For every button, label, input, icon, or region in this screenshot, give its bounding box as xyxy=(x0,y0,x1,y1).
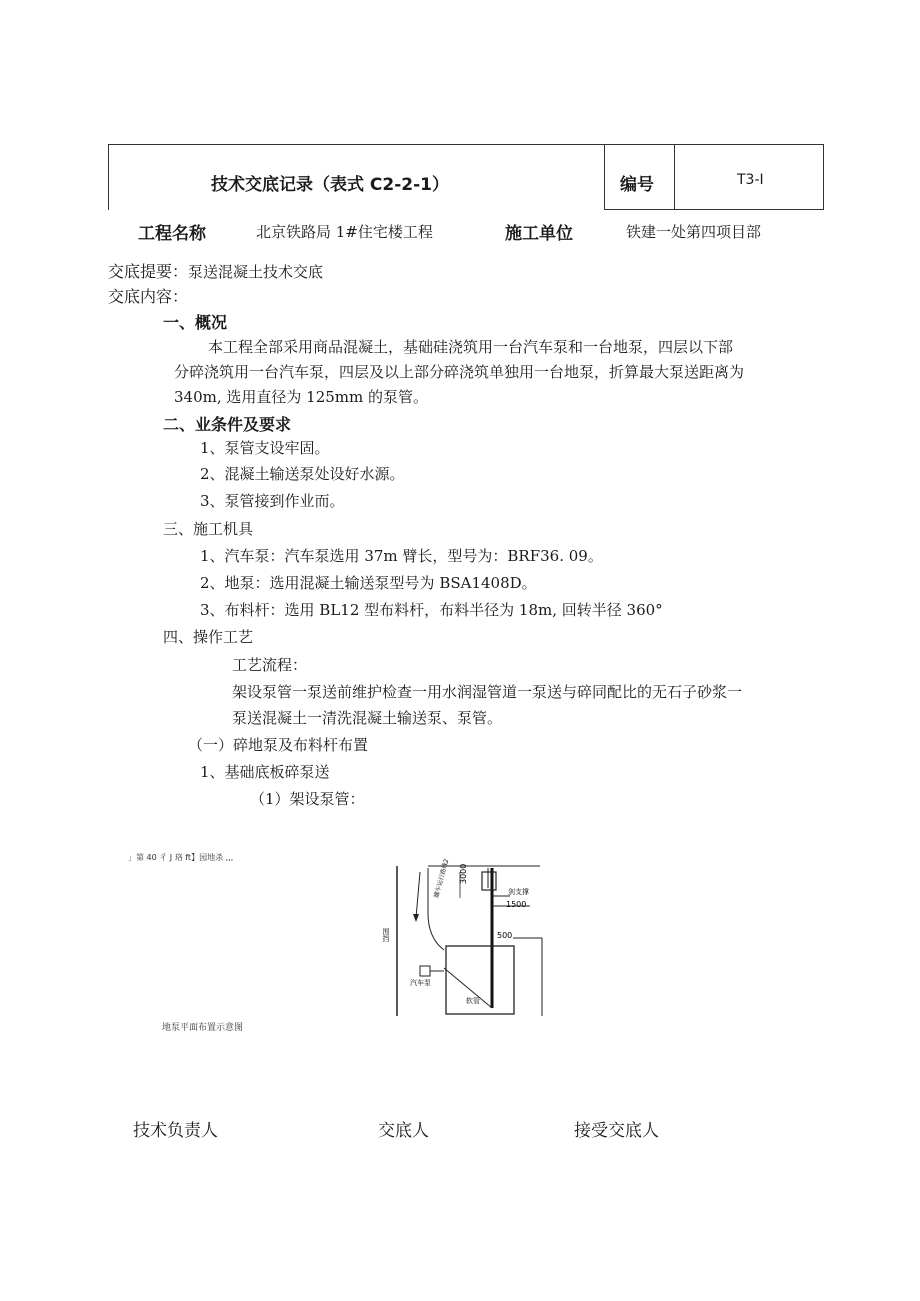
process-flow-label: 工艺流程： xyxy=(232,656,308,674)
dim-1500: 1500 xyxy=(506,900,527,909)
road-label: 罐车运行路线2 xyxy=(433,858,451,899)
construction-unit-label: 施工单位 xyxy=(505,224,573,244)
section-1-line-1: 本工程全部采用商品混凝土，基础硅浇筑用一台汽车泵和一台地泵，四层以下部 xyxy=(208,338,734,356)
subsection-1-item-1-1: （1）架设泵管： xyxy=(250,790,365,808)
subsection-1-title: （一）碎地泵及布料杆布置 xyxy=(188,736,369,754)
construction-unit-value: 铁建一处第四项目部 xyxy=(626,223,762,241)
section-2-title: 二、业条件及要求 xyxy=(163,415,292,434)
number-value: T3-I xyxy=(737,172,764,188)
header-divider-2 xyxy=(674,144,675,210)
header-divider-1 xyxy=(604,144,605,210)
summary-value: 泵送混凝土技术交底 xyxy=(188,263,324,281)
section-3-item-1: 1、汽车泵：汽车泵选用 37m 臂长，型号为：BRF36. 09。 xyxy=(200,547,603,565)
header-top-border xyxy=(108,144,824,145)
dim-3000: 3000 xyxy=(459,863,468,884)
process-flow-line-1: 架设泵管一泵送前维护检查一用水润湿管道一泵送与碎同配比的无石子砂浆一 xyxy=(232,683,743,701)
summary-label: 交底提要： xyxy=(108,262,189,281)
header-right-border xyxy=(823,144,824,210)
receiver-signature-label: 接受交底人 xyxy=(574,1121,659,1141)
process-flow-line-2: 泵送混凝土一清洗混凝土输送泵、泵管。 xyxy=(232,709,503,727)
dim-500: 500 xyxy=(497,931,513,940)
section-3-title: 三、施工机具 xyxy=(163,520,254,538)
wall-label: 围挡 xyxy=(382,928,390,942)
content-label: 交底内容： xyxy=(108,287,189,306)
number-label: 编号 xyxy=(620,175,654,195)
project-name-label: 工程名称 xyxy=(138,224,206,244)
form-title: 技术交底记录（表式 C2-2-1） xyxy=(211,175,449,195)
section-2-item-3: 3、泵管接到作业而。 xyxy=(200,492,345,510)
section-2-item-2: 2、混凝土输送泵处设好水源。 xyxy=(200,465,405,483)
header-bottom-border xyxy=(604,209,824,210)
truck-pump-label: 汽车泵 xyxy=(410,979,431,987)
section-2-item-1: 1、泵管支设牢固。 xyxy=(200,439,330,457)
section-1-title: 一、概况 xyxy=(163,313,228,332)
section-1-line-2: 分碎浇筑用一台汽车泵，四层及以上部分碎浇筑单独用一台地泵，折算最大泵送距离为 xyxy=(174,363,745,381)
soft-pipe-label: 软管 xyxy=(466,997,480,1005)
section-3-item-3: 3、布料杆：选用 BL12 型布料杆，布料半径为 18m, 回转半径 360° xyxy=(200,601,663,619)
header-left-border xyxy=(108,144,109,210)
tech-lead-signature-label: 技术负责人 xyxy=(133,1121,218,1141)
pump-layout-diagram xyxy=(380,858,550,1018)
summary-row xyxy=(108,259,323,282)
project-name-value: 北京铁路局 1#住宅楼工程 xyxy=(256,223,433,241)
subsection-1-item-1: 1、基础底板碎泵送 xyxy=(200,763,330,781)
section-3-item-2: 2、地泵：选用混凝土输送泵型号为 BSA1408D。 xyxy=(200,574,537,592)
figure-ref-text: 」第 40 彳 J 珞 ft】园地杀 ,,, xyxy=(128,853,234,862)
section-1-line-3: 340m, 选用直径为 125mm 的泵管。 xyxy=(174,388,429,406)
presenter-signature-label: 交底人 xyxy=(378,1121,429,1141)
section-4-title: 四、操作工艺 xyxy=(163,628,254,646)
figure-caption: 地泵平面布置示意图 xyxy=(162,1023,244,1033)
brace-label: 剑支撑 xyxy=(508,888,529,896)
